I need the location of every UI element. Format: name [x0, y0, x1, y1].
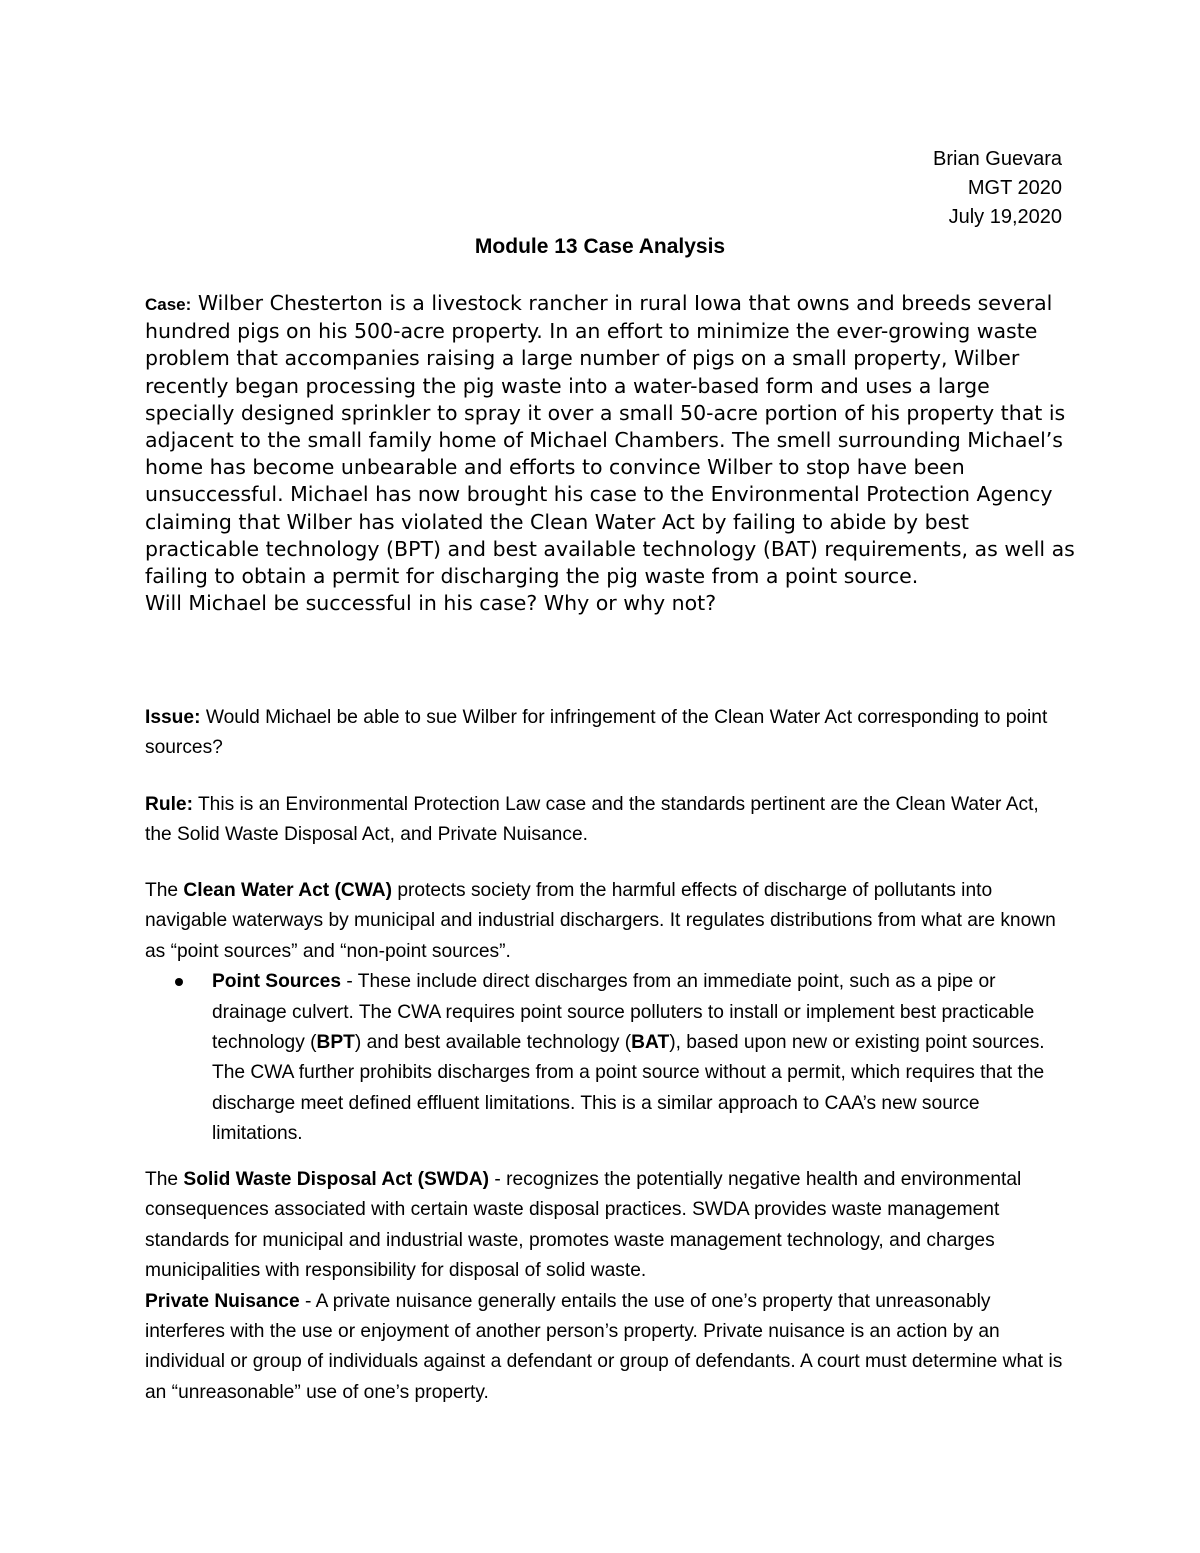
swda-prefix: The: [145, 1169, 179, 1190]
point-sources-text-2: ) and best available technology (: [354, 1032, 632, 1054]
case-question: Will Michael be successful in his case? Why or why not?: [145, 591, 717, 616]
point-sources-text-3: ), based upon new or existing point sources. The CWA further prohibits discharges from a point source without a permit, which requires that the discharge meet defined effluent limitations. This is a similar approach to CAA’s new source limitations.: [212, 1032, 1045, 1145]
issue-label: Issue:: [145, 707, 201, 728]
case-text: Wilber Chesterton is a livestock rancher in rural Iowa that owns and breeds several hundred pigs on his 500-acre property. In an effort to minimize the ever-growing waste problem that accompanies raising a large number of pigs on a small property, Wilber recently began processing the pig waste into a water-based form and uses a large specially designed sprinkler to spray it over a small 50-acre portion of his property that is adjacent to the small family home of Michael Chambers. The smell surrounding Michael’s home has become unbearable and efforts to convince Wilber to stop have been unsuccessful. Michael has now brought his case to the Environmental Protection Agency claiming that Wilber has violated the Clean Water Act by failing to abide by best practicable technology (BPT) and best available technology (BAT) requirements, as well as failing to obtain a permit for discharging the pig waste from a point source.: [145, 291, 1075, 589]
case-label: Case:: [145, 295, 192, 314]
issue-text: Would Michael be able to sue Wilber for infringement of the Clean Water Act corresponding to point sources?: [145, 707, 1048, 759]
issue-section: [145, 703, 1070, 764]
private-nuisance-term: Private Nuisance: [145, 1290, 300, 1312]
document-date: July 19,2020: [948, 206, 1062, 228]
cwa-prefix: The: [145, 880, 179, 901]
bat-term: BAT: [631, 1032, 670, 1054]
cwa-term: Clean Water Act (CWA): [183, 880, 393, 901]
bullet-icon: [175, 978, 183, 986]
cwa-text: protects society from the harmful effects of discharge of pollutants into navigable waterways by municipal and industrial dischargers. It regulates distributions from what are known as “point sources” and “non-point sources”.: [145, 880, 1056, 962]
private-nuisance-paragraph: [145, 1287, 1070, 1409]
swda-paragraph: [145, 1165, 1070, 1287]
private-nuisance-text: - A private nuisance generally entails the use of one’s property that unreasonably interferes with the use or enjoyment of another person’s property. Private nuisance is an action by an individual or group of individuals against a defendant or group of defendants. A court must determine what is an “unreasonable” use of one’s property.: [145, 1290, 1063, 1403]
swda-term: Solid Waste Disposal Act (SWDA): [183, 1169, 490, 1190]
point-sources-term: Point Sources: [212, 971, 342, 993]
rule-section: [145, 790, 1070, 851]
list-item: [145, 967, 1070, 1149]
course-code: MGT 2020: [967, 177, 1062, 199]
header-block: [933, 145, 1062, 232]
swda-section: [145, 1165, 1070, 1408]
cwa-section: [145, 876, 1070, 1150]
rule-text: This is an Environmental Protection Law case and the standards pertinent are the Clean Water Act, the Solid Waste Disposal Act, and Private Nuisance.: [145, 794, 1039, 846]
point-sources-text-1: - These include direct discharges from an immediate point, such as a pipe or drainage culvert. The CWA requires point source polluters to install or implement best practicable technology (: [212, 971, 1035, 1054]
point-sources-list: [145, 967, 1070, 1149]
case-section: [145, 290, 1085, 617]
document-title: Module 13 Case Analysis: [474, 235, 726, 258]
swda-text: - recognizes the potentially negative health and environmental consequences associated with certain waste disposal practices. SWDA provides waste management standards for municipal and industrial waste, promotes waste management technology, and charges municipalities with responsibility for disposal of solid waste.: [145, 1169, 1022, 1282]
rule-label: Rule:: [145, 794, 193, 815]
bpt-term: BPT: [316, 1032, 355, 1054]
cwa-paragraph: [145, 876, 1070, 967]
author-name: Brian Guevara: [933, 148, 1062, 170]
